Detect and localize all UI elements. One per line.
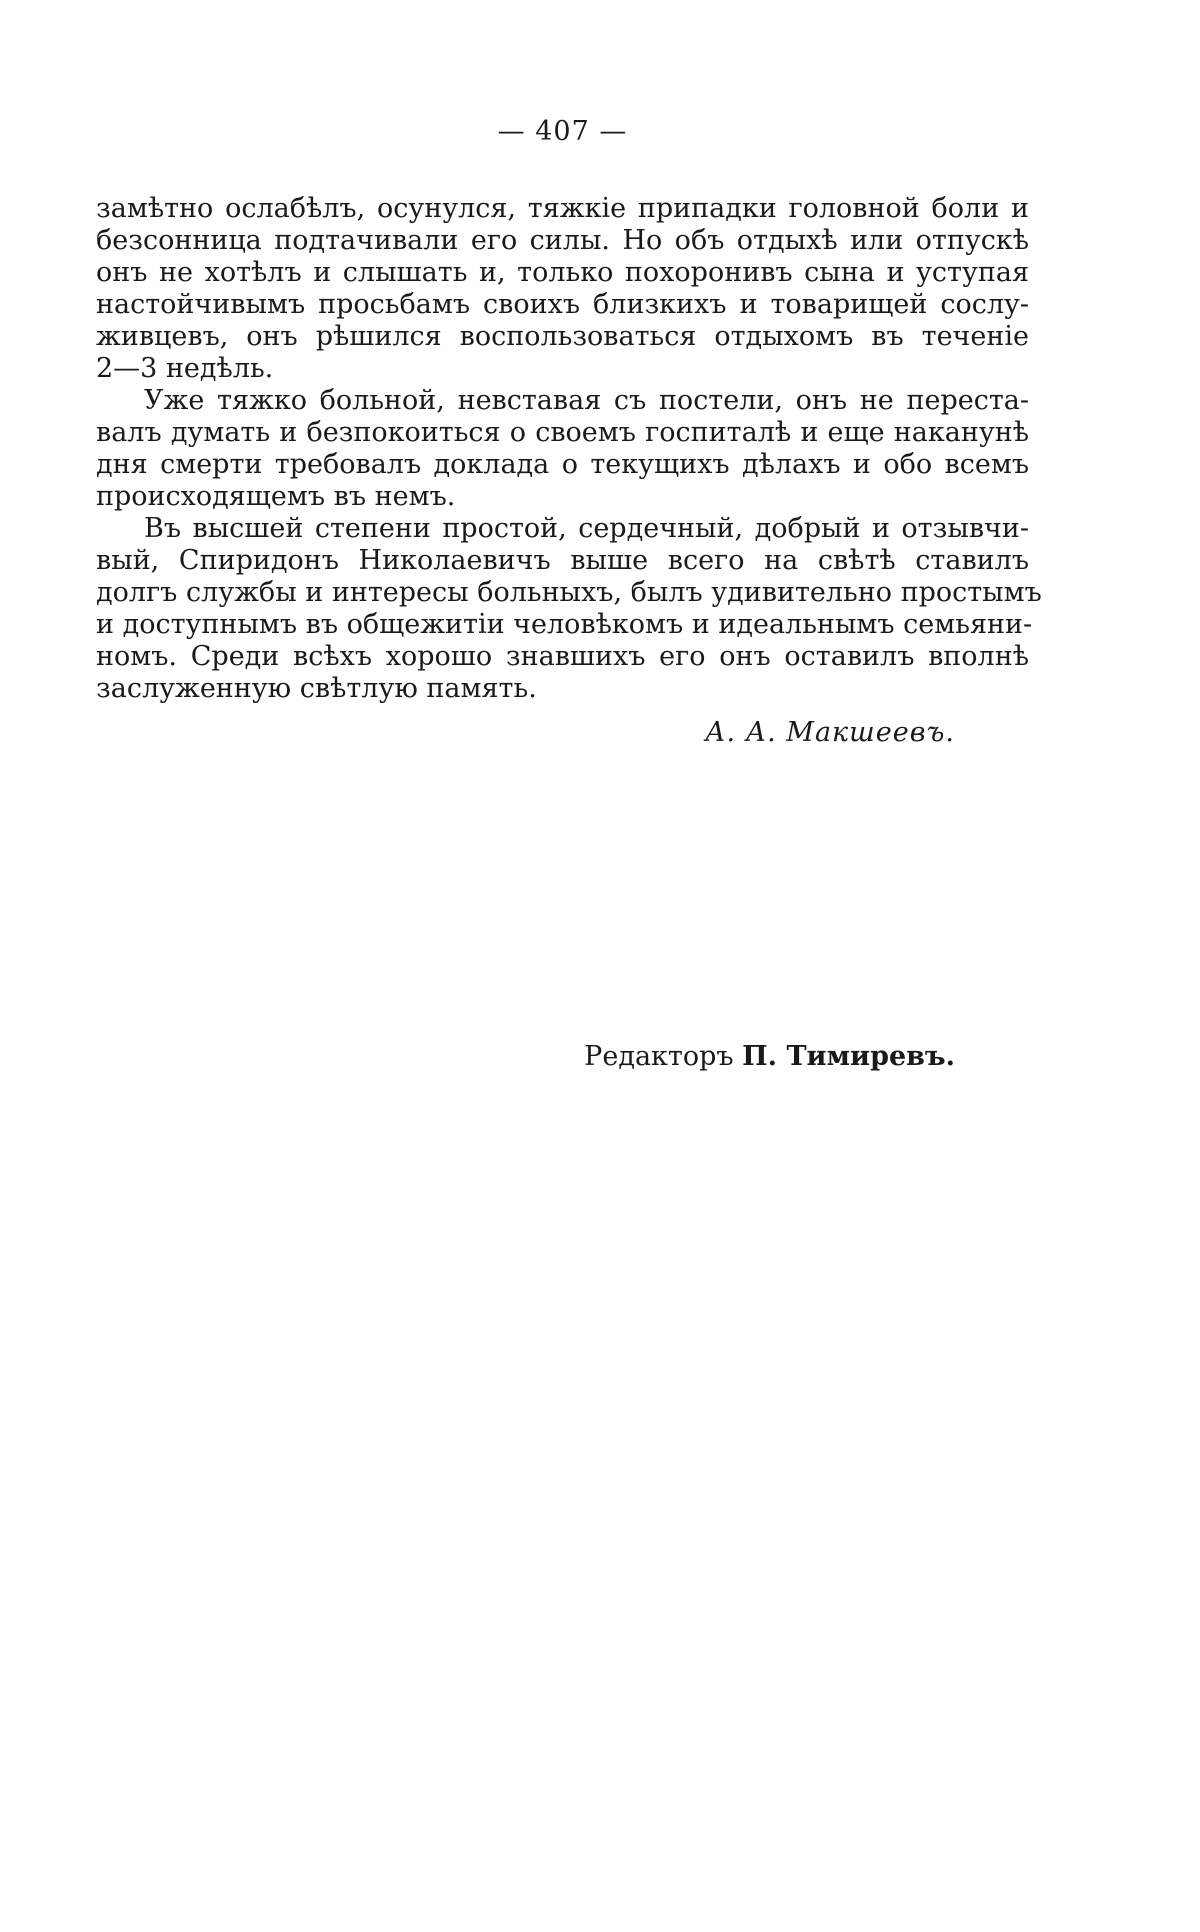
text-line: валъ думать и безпокоиться о своемъ госпиталѣ и еще наканунѣ: [96, 417, 1029, 448]
text-line: Уже тяжко больной, невставая съ постели, онъ не переста-: [144, 385, 1029, 416]
text-line: живцевъ, онъ рѣшился воспользоваться отдыхомъ въ теченіе: [96, 321, 1029, 352]
text-line: Въ высшей степени простой, сердечный, добрый и отзывчи-: [144, 513, 1029, 544]
editor-name: П. Тимиревъ.: [742, 1041, 955, 1072]
text-line: долгъ службы и интересы больныхъ, былъ удивительно простымъ: [96, 577, 1042, 608]
text-line: заслуженную свѣтлую память.: [96, 673, 537, 704]
text-line: онъ не хотѣлъ и слышать и, только похоронивъ сына и уступая: [96, 257, 1029, 288]
text-line: вый, Спиридонъ Николаевичъ выше всего на свѣтѣ ставилъ: [96, 545, 1029, 576]
text-line: номъ. Среди всѣхъ хорошо знавшихъ его онъ оставилъ вполнѣ: [96, 641, 1029, 672]
text-line: настойчивымъ просьбамъ своихъ близкихъ и товарищей сослу-: [96, 289, 1029, 320]
text-line: замѣтно ослабѣлъ, осунулся, тяжкіе припадки головной боли и: [96, 193, 1029, 224]
page-number: — 407 —: [497, 116, 628, 147]
body-text: [96, 193, 1042, 705]
editor-credit: [0, 1041, 955, 1072]
editor-label: Редакторъ: [584, 1041, 734, 1072]
text-line: 2—3 недѣль.: [96, 353, 274, 384]
text-line: и доступнымъ въ общежитіи человѣкомъ и идеальнымъ семьяни-: [96, 609, 1033, 640]
text-line: происходящемъ въ немъ.: [96, 481, 456, 512]
text-line: дня смерти требовалъ доклада о текущихъ дѣлахъ и обо всемъ: [96, 449, 1029, 480]
author-signature: А. А. Макшеевъ.: [705, 717, 955, 748]
text-line: безсонница подтачивали его силы. Но объ отдыхѣ или отпускѣ: [96, 225, 1029, 256]
